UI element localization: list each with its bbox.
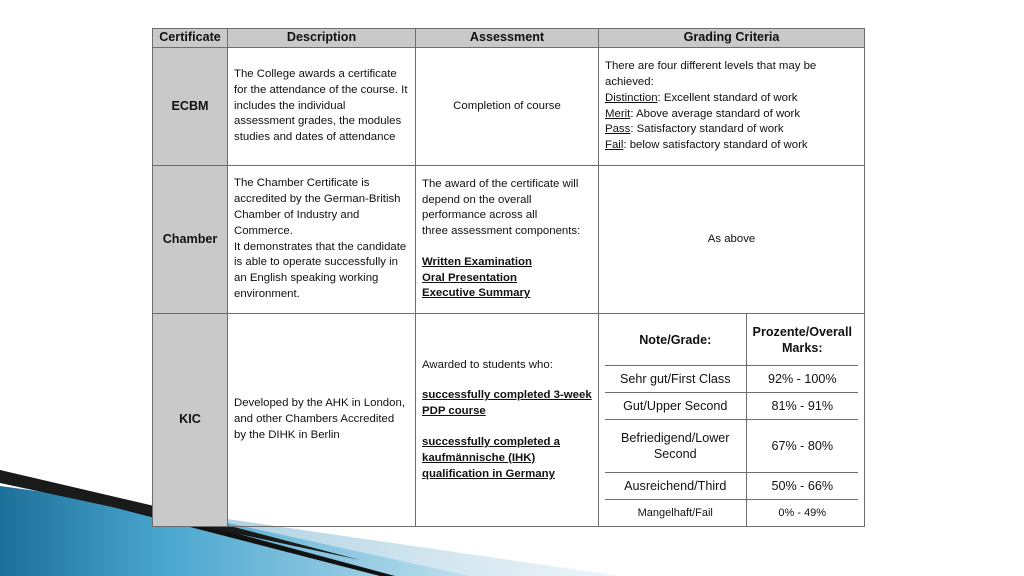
grade-row [605, 420, 858, 473]
certificate-ecbm: ECBM [153, 48, 228, 166]
grade-header-note: Note/Grade: [605, 314, 746, 366]
criteria-level-distinction: Distinction: Excellent standard of work [605, 91, 798, 104]
grade-header-marks: Prozente/Overall Marks: [746, 314, 858, 366]
table-header-row [153, 29, 865, 48]
component-oral-presentation: Oral Presentation [422, 271, 517, 284]
criteria-intro: There are four different levels that may be achieved: [605, 60, 817, 88]
header-grading-criteria: Grading Criteria [599, 29, 865, 48]
criteria-kic [599, 314, 865, 527]
grade-name: Mangelhaft/Fail [605, 500, 746, 526]
table-row-kic [153, 314, 865, 527]
header-assessment: Assessment [416, 29, 599, 48]
grade-name: Ausreichend/Third [605, 473, 746, 500]
grade-row [605, 473, 858, 500]
assessment-ecbm: Completion of course [416, 48, 599, 166]
criteria-level-merit: Merit: Above average standard of work [605, 107, 801, 120]
description-chamber-part1: The Chamber Certificate is accredited by the German-British Chamber of Industry and Commerce. [234, 177, 401, 237]
grade-name: Gut/Upper Second [605, 393, 746, 420]
grade-row [605, 393, 858, 420]
header-certificate: Certificate [153, 29, 228, 48]
grade-table [605, 314, 858, 526]
grade-table-header [605, 314, 858, 366]
criteria-ecbm [599, 48, 865, 166]
grade-marks: 67% - 80% [746, 420, 858, 473]
assessment-kic [416, 314, 599, 527]
criteria-level-fail: Fail: below satisfactory standard of work [605, 139, 808, 152]
grade-row [605, 500, 858, 526]
component-executive-summary: Executive Summary [422, 287, 531, 300]
grade-row [605, 366, 858, 393]
grade-marks: 0% - 49% [778, 507, 827, 520]
criteria-chamber: As above [599, 166, 865, 314]
assessment-chamber-intro-2: three assessment components: [422, 225, 581, 238]
grade-marks: 81% - 91% [746, 393, 858, 420]
certificate-chamber: Chamber [153, 166, 228, 314]
description-kic: Developed by the AHK in London, and other Chambers Accredited by the DIHK in Berlin [228, 314, 416, 527]
description-ecbm: The College awards a certificate for the attendance of the course. It includes the individual assessment grades, the modules studies and dates of attendance [228, 48, 416, 166]
header-description: Description [228, 29, 416, 48]
grade-name: Sehr gut/First Class [605, 366, 746, 393]
grade-marks: 50% - 66% [746, 473, 858, 500]
grade-name: Befriedigend/Lower Second [605, 420, 746, 473]
description-chamber [228, 166, 416, 314]
grade-marks: 92% - 100% [746, 366, 858, 393]
certificate-kic: KIC [153, 314, 228, 527]
assessment-chamber-intro-1: The award of the certificate will depend on the overall performance across all [422, 177, 579, 222]
requirement-ihk-qualification: successfully completed a kaufmännische (IHK) qualification in Germany [422, 436, 561, 480]
assessment-kic-intro: Awarded to students who: [422, 358, 553, 371]
assessment-chamber [416, 166, 599, 314]
certificates-table [152, 28, 865, 527]
component-written-examination: Written Examination [422, 255, 532, 268]
requirement-pdp-course: successfully completed 3-week PDP course [422, 389, 592, 418]
table-row-ecbm [153, 48, 865, 166]
table-row-chamber [153, 166, 865, 314]
description-chamber-part2: It demonstrates that the candidate is able to operate successfully in an English speaking working environment. [234, 240, 407, 300]
criteria-level-pass: Pass: Satisfactory standard of work [605, 123, 784, 136]
